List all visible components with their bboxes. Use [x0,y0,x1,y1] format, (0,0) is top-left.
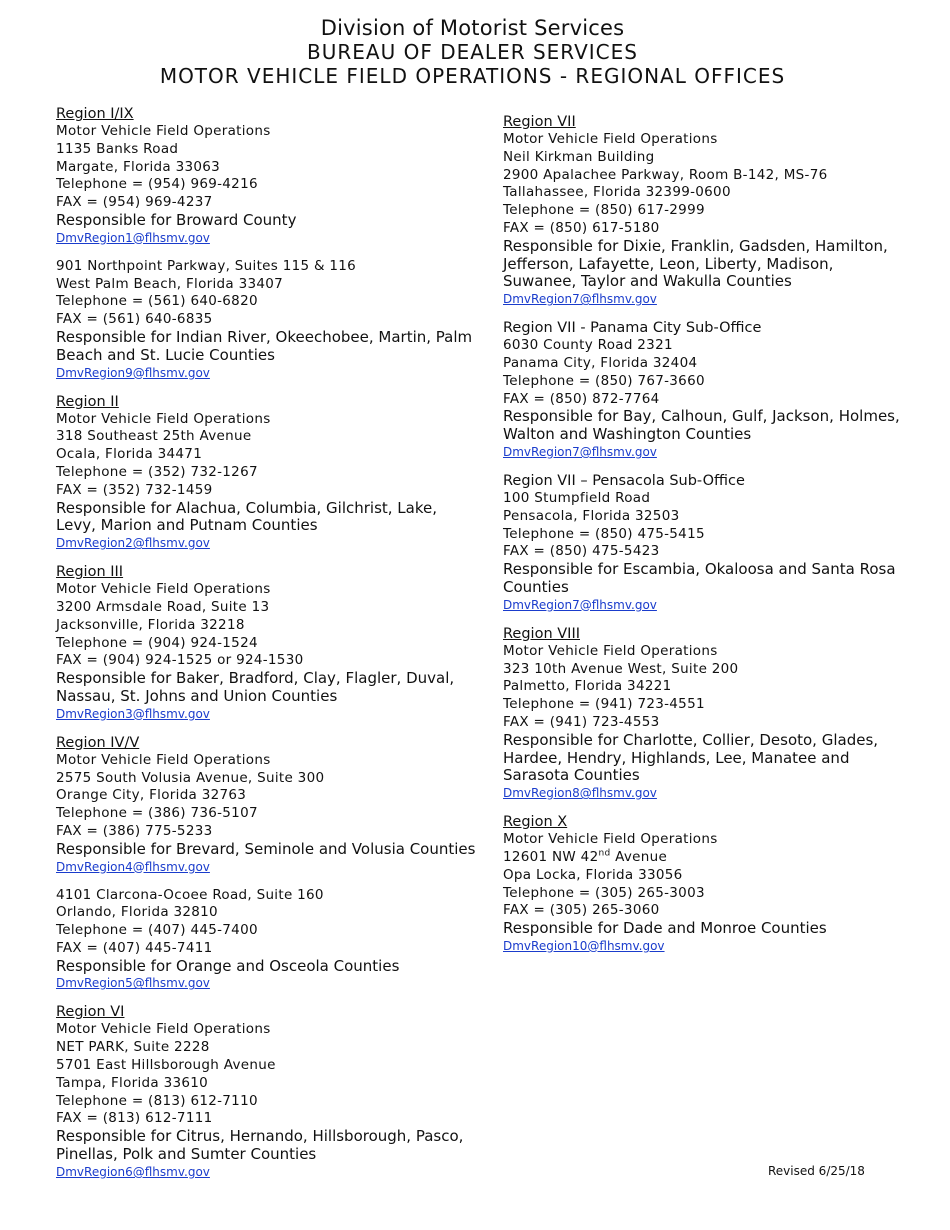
address-line [503,867,903,885]
office-block [56,105,476,246]
division-title: Division of Motorist Services [320,16,625,40]
address-text: Motor Vehicle Field Operations [503,131,718,147]
address-text: 1135 Banks Road [56,140,179,157]
responsible-counties: Responsible for Dixie, Franklin, Gadsden, Hamilton, Jefferson, Lafayette, Leon, Liberty, Madison, Suwanee, Taylor and Wakulla Counties [503,236,888,291]
address-line [56,635,476,653]
address-line [503,167,903,185]
address-text: Panama City, Florida 32404 [503,354,698,371]
address-text: Telephone = (813) 612-7110 [56,1092,258,1109]
address-text: Margate, Florida 33063 [56,158,221,175]
address-text: 3200 Armsdale Road, Suite 13 [56,598,270,615]
address-line [56,1075,476,1093]
email-link[interactable]: DmvRegion1@flhsmv.gov [56,230,210,245]
address-line [503,526,903,544]
address-text: Telephone = (386) 736-5107 [56,805,258,822]
address-line [503,490,903,508]
address-text: Opa Locka, Florida 33056 [503,866,683,883]
region-name: Region III [56,564,124,581]
address-text: Telephone = (941) 723-4551 [503,696,705,713]
address-line [503,643,903,661]
address-text: Telephone = (954) 969-4216 [56,176,258,193]
address-line [503,391,903,409]
address-line [56,482,476,500]
address-line [56,123,476,141]
office-block [56,258,476,381]
responsible-counties: Responsible for Indian River, Okeechobee, Martin, Palm Beach and St. Lucie Counties [56,327,473,364]
address-text: 5701 East Hillsborough Avenue [56,1057,276,1074]
address-text: Motor Vehicle Field Operations [503,831,718,848]
address-text: FAX = (407) 445-7411 [56,939,213,956]
address-text: 6030 County Road 2321 [503,337,673,354]
address-text: Telephone = (850) 767-3660 [503,372,705,389]
responsible-counties: Responsible for Citrus, Hernando, Hillsborough, Pasco, Pinellas, Polk and Sumter Counties [56,1127,464,1164]
responsible-counties: Responsible for Escambia, Okaloosa and Santa Rosa Counties [503,560,896,596]
region-name: Region VI [56,1004,125,1021]
address-text: Telephone = (305) 265-3003 [503,884,705,901]
office-block [56,887,476,992]
responsible-counties: Responsible for Charlotte, Collier, Desoto, Glades, Hardee, Hendry, Highlands, Lee, Manatee and Sarasota Counties [503,730,879,785]
address-line [56,787,476,805]
region-name: Region II [56,393,119,410]
address-text: Pensacola, Florida 32503 [503,507,680,524]
address-line [56,446,476,464]
address-line [503,661,903,679]
address-line [503,696,903,714]
address-line [56,652,476,670]
address-line [503,508,903,526]
address-text: 323 10th Avenue West, Suite 200 [503,660,739,677]
address-line [503,220,903,238]
responsible-counties: Responsible for Alachua, Columbia, Gilchrist, Lake, Levy, Marion and Putnam Counties [56,498,437,535]
address-line [56,599,476,617]
address-line [56,823,476,841]
address-line [503,184,903,202]
address-text: Motor Vehicle Field Operations [56,751,271,768]
address-line [56,1110,476,1128]
revised-date: Revised 6/25/18 [768,1164,865,1178]
address-text: Ocala, Florida 34471 [56,446,203,463]
address-text: Motor Vehicle Field Operations [56,410,271,427]
address-line [503,831,903,849]
sub-office-name: Region VII - Panama City Sub-Office [503,320,762,337]
address-line [56,258,476,276]
address-text: Tallahassee, Florida 32399-0600 [503,184,731,201]
sub-office-name: Region VII – Pensacola Sub-Office [503,472,745,489]
office-block [503,472,903,613]
address-line [56,1093,476,1111]
address-text: Motor Vehicle Field Operations [56,581,271,598]
address-line [56,770,476,788]
address-text: FAX = (386) 775-5233 [56,822,213,839]
address-text: 2575 South Volusia Avenue, Suite 300 [56,769,325,786]
address-text: Telephone = (352) 732-1267 [56,463,258,480]
address-line [56,805,476,823]
address-line [503,202,903,220]
address-text: FAX = (305) 265-3060 [503,902,660,919]
address-text: 12601 NW 42 [503,848,599,865]
address-text: FAX = (850) 617-5180 [503,219,660,236]
address-text: NET PARK, Suite 2228 [56,1039,210,1056]
address-text: Motor Vehicle Field Operations [503,642,718,659]
office-block [503,319,903,460]
address-line [56,887,476,905]
address-text: FAX = (954) 969-4237 [56,194,213,211]
address-line [503,373,903,391]
address-text: Palmetto, Florida 34221 [503,678,672,695]
email-link[interactable]: DmvRegion7@flhsmv.gov [503,444,657,459]
office-block [56,1003,476,1179]
document-header [0,16,945,88]
office-block [503,113,903,307]
address-text: 901 Northpoint Parkway, Suites 115 & 116 [56,257,357,274]
address-text: Telephone = (850) 617-2999 [503,202,705,219]
address-line [56,904,476,922]
region-name: Region IV/V [56,734,140,751]
address-text: Telephone = (561) 640-6820 [56,293,258,310]
address-line [56,141,476,159]
address-line [503,149,903,167]
address-text: Motor Vehicle Field Operations [56,123,271,139]
address-line [503,678,903,696]
office-block [56,734,476,875]
address-line [56,1021,476,1039]
bureau-title: BUREAU OF DEALER SERVICES [307,40,638,64]
address-text: West Palm Beach, Florida 33407 [56,275,284,292]
address-text: FAX = (850) 475-5423 [503,543,660,560]
responsible-counties: Responsible for Bay, Calhoun, Gulf, Jackson, Holmes, Walton and Washington Counties [503,407,900,444]
address-text: Telephone = (850) 475-5415 [503,525,705,542]
email-link[interactable]: DmvRegion7@flhsmv.gov [503,292,657,307]
address-text: Tampa, Florida 33610 [56,1074,209,1091]
address-text: Neil Kirkman Building [503,148,655,165]
address-text: 4101 Clarcona-Ocoee Road, Suite 160 [56,886,324,903]
email-link[interactable]: DmvRegion5@flhsmv.gov [56,976,210,991]
operations-title: MOTOR VEHICLE FIELD OPERATIONS - REGIONAL OFFICES [159,64,786,88]
address-line [503,849,903,867]
address-text: Telephone = (904) 924-1524 [56,634,258,651]
address-text: FAX = (941) 723-4553 [503,713,660,730]
address-line [56,581,476,599]
office-block [56,563,476,722]
address-line [56,194,476,212]
address-line [503,131,903,149]
office-block [56,393,476,552]
address-line [56,464,476,482]
ordinal-suffix: nd [598,848,611,859]
address-line [56,617,476,635]
address-line [503,355,903,373]
region-name: Region VII [503,114,576,130]
responsible-counties: Responsible for Brevard, Seminole and Volusia Counties [56,839,476,858]
region-name: Region VIII [503,625,580,642]
email-link[interactable]: DmvRegion9@flhsmv.gov [56,365,210,380]
address-line [56,159,476,177]
email-link[interactable]: DmvRegion3@flhsmv.gov [56,706,210,721]
address-text: 318 Southeast 25th Avenue [56,428,252,445]
address-text: Telephone = (407) 445-7400 [56,922,258,939]
email-link[interactable]: DmvRegion10@flhsmv.gov [503,938,665,953]
email-link[interactable]: DmvRegion2@flhsmv.gov [56,536,210,551]
email-link[interactable]: DmvRegion8@flhsmv.gov [503,786,657,801]
region-name: Region I/IX [56,106,134,122]
address-text: Orlando, Florida 32810 [56,904,218,921]
office-block [503,625,903,801]
address-line [503,337,903,355]
address-text: FAX = (904) 924-1525 or 924-1530 [56,652,304,669]
office-block [503,813,903,954]
address-line [56,176,476,194]
left-column [56,105,476,1192]
address-text: Jacksonville, Florida 32218 [56,616,245,633]
address-line [56,940,476,958]
address-text: FAX = (850) 872-7764 [503,390,660,407]
address-line [503,714,903,732]
email-link[interactable]: DmvRegion6@flhsmv.gov [56,1164,210,1179]
address-line [56,311,476,329]
responsible-counties: Responsible for Baker, Bradford, Clay, Flagler, Duval, Nassau, St. Johns and Union Counties [56,669,455,705]
email-link[interactable]: DmvRegion4@flhsmv.gov [56,859,210,874]
address-text: FAX = (813) 612-7111 [56,1110,213,1127]
address-text: 2900 Apalachee Parkway, Room B-142, MS-76 [503,166,828,183]
responsible-counties: Responsible for Orange and Osceola Counties [56,956,400,975]
address-line [56,752,476,770]
right-column [503,113,903,966]
address-text-cont: Avenue [610,848,668,865]
address-line [56,293,476,311]
address-line [503,902,903,920]
address-text: Motor Vehicle Field Operations [56,1021,271,1038]
address-line [56,428,476,446]
address-text: FAX = (561) 640-6835 [56,311,213,328]
address-text: Orange City, Florida 32763 [56,787,247,804]
email-link[interactable]: DmvRegion7@flhsmv.gov [503,597,657,612]
region-name: Region X [503,814,568,831]
address-line [56,922,476,940]
address-line [56,1039,476,1057]
address-text: 100 Stumpfield Road [503,489,651,506]
address-line [503,543,903,561]
address-line [56,411,476,429]
address-line [56,276,476,294]
responsible-counties: Responsible for Broward County [56,210,297,229]
responsible-counties: Responsible for Dade and Monroe Counties [503,919,827,938]
address-line [56,1057,476,1075]
address-text: FAX = (352) 732-1459 [56,481,213,498]
address-line [503,885,903,903]
